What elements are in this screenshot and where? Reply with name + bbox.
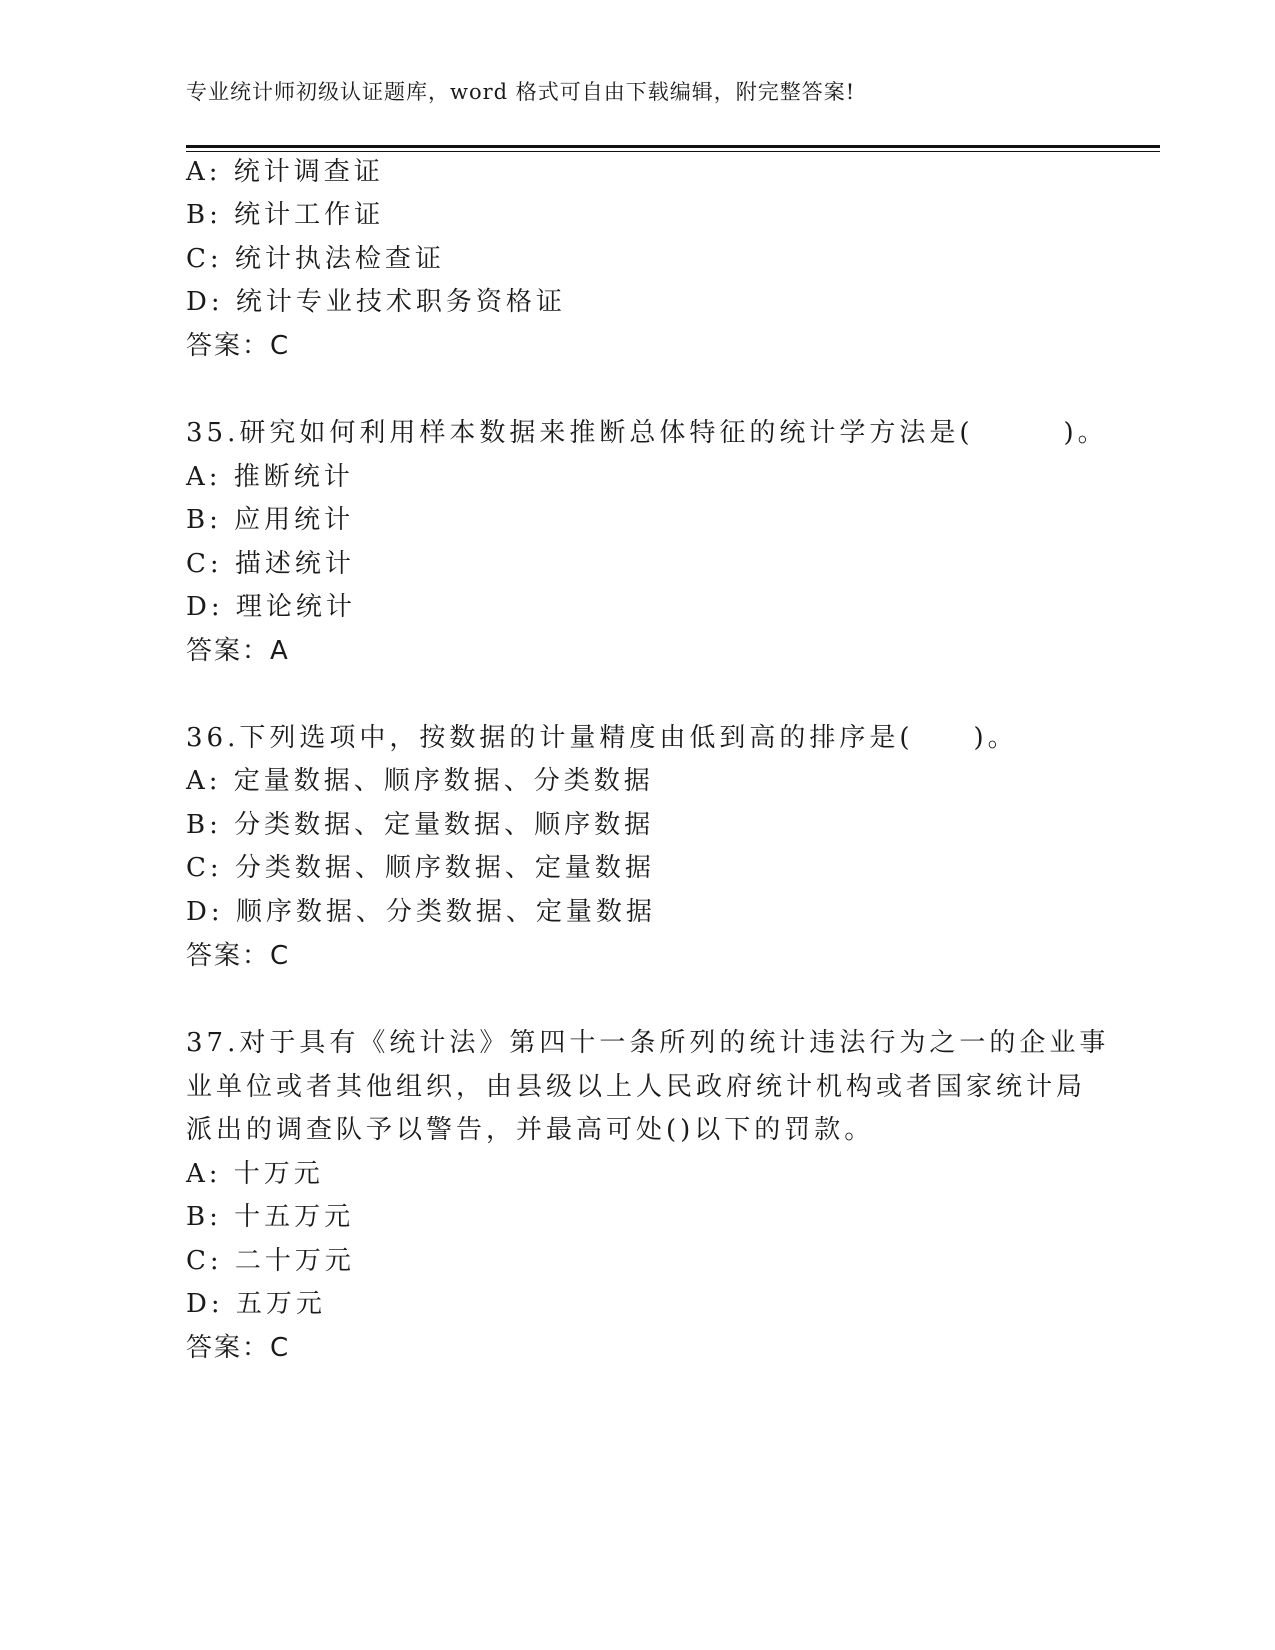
q36-option-c: C: 分类数据、顺序数据、定量数据	[186, 853, 655, 883]
q35-option-a: A: 推断统计	[186, 462, 354, 492]
q36-option-d: D: 顺序数据、分类数据、定量数据	[186, 897, 656, 927]
q37-option-a: A: 十万元	[186, 1159, 324, 1189]
q37-answer: 答案：C	[186, 1333, 291, 1363]
q37-option-b: B: 十五万元	[186, 1202, 355, 1232]
q36-answer: 答案：C	[186, 941, 291, 971]
q34-option-d: D: 统计专业技术职务资格证	[186, 287, 566, 317]
header-rule-thin	[186, 151, 1160, 152]
q37-stem-line-3: 派出的调查队予以警告，并最高可处()以下的罚款。	[186, 1115, 875, 1145]
q35-option-d: D: 理论统计	[186, 592, 356, 622]
q35-option-c: C: 描述统计	[186, 549, 355, 579]
q34-option-c: C: 统计执法检查证	[186, 244, 445, 274]
q36-option-b: B: 分类数据、定量数据、顺序数据	[186, 810, 655, 840]
q37-stem-line-2: 业单位或者其他组织，由县级以上人民政府统计机构或者国家统计局	[186, 1072, 1087, 1102]
q35-stem: 35.研究如何利用样本数据来推断总体特征的统计学方法是( )。	[186, 418, 1108, 448]
header-rule-thick	[186, 145, 1160, 148]
q36-option-a: A: 定量数据、顺序数据、分类数据	[186, 766, 654, 796]
q36-stem: 36.下列选项中，按数据的计量精度由低到高的排序是( )。	[186, 723, 1018, 753]
q37-stem-line-1: 37.对于具有《统计法》第四十一条所列的统计违法行为之一的企业事	[186, 1028, 1110, 1058]
q35-answer: 答案：A	[186, 636, 290, 666]
q34-option-a: A: 统计调查证	[186, 157, 384, 187]
q37-option-c: C: 二十万元	[186, 1246, 355, 1276]
q37-option-d: D: 五万元	[186, 1289, 326, 1319]
q34-answer: 答案：C	[186, 331, 291, 361]
q34-option-b: B: 统计工作证	[186, 200, 385, 230]
page-header: 专业统计师初级认证题库，word 格式可自由下载编辑，附完整答案!	[186, 80, 856, 104]
q35-option-b: B: 应用统计	[186, 505, 355, 535]
